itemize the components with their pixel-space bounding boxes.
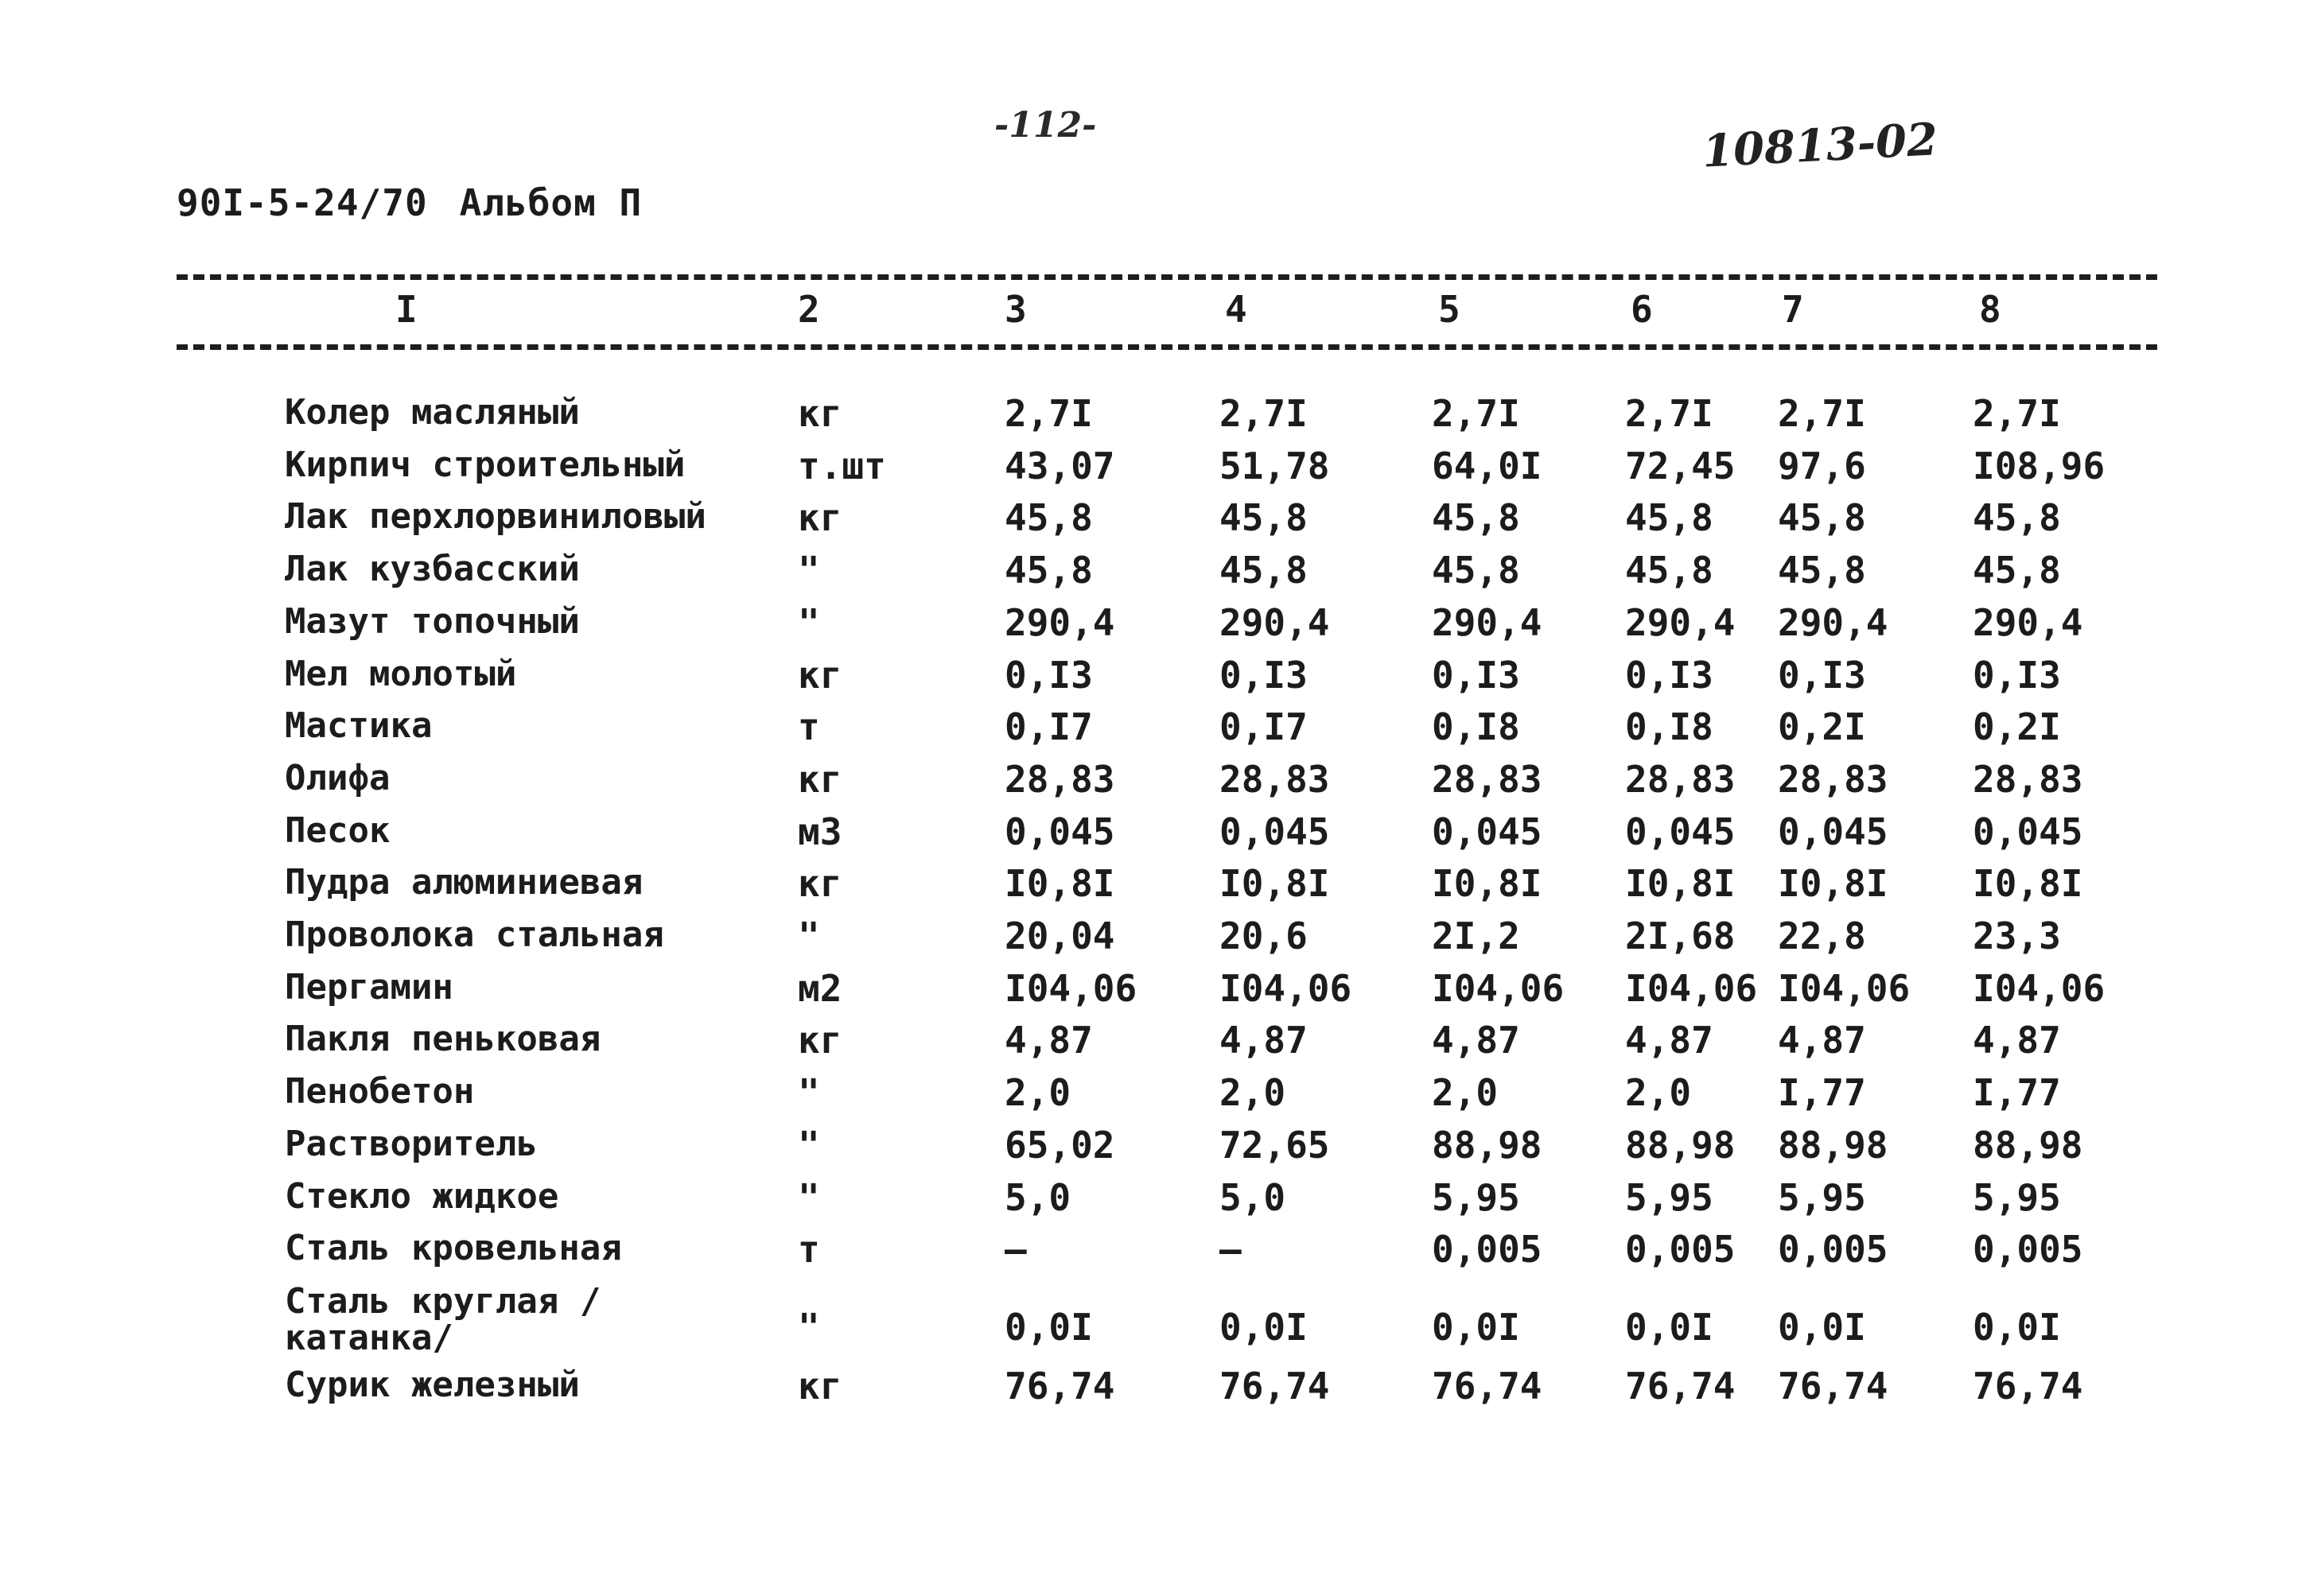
column-header-6: 6 bbox=[1631, 288, 1653, 331]
unit-cell: кг bbox=[798, 1364, 842, 1408]
value-cell-col-6: 76,74 bbox=[1625, 1364, 1736, 1408]
value-cell-col-8: 0,045 bbox=[1973, 810, 2083, 853]
value-cell-col-3: 43,07 bbox=[1005, 444, 1115, 487]
value-cell-col-7: 45,8 bbox=[1778, 549, 1866, 592]
value-cell-col-5: 0,0I bbox=[1432, 1305, 1520, 1349]
value-cell-col-8: 88,98 bbox=[1973, 1123, 2083, 1167]
value-cell-col-7: 22,8 bbox=[1778, 914, 1866, 957]
column-header-7: 7 bbox=[1782, 288, 1804, 331]
value-cell-col-8: 45,8 bbox=[1973, 549, 2061, 592]
value-cell-col-8: I04,06 bbox=[1973, 966, 2106, 1010]
value-cell-col-6: 72,45 bbox=[1625, 444, 1736, 487]
value-cell-col-8: I,77 bbox=[1973, 1071, 2061, 1115]
value-cell-col-6: 0,I8 bbox=[1625, 705, 1713, 749]
value-cell-col-5: 76,74 bbox=[1432, 1364, 1542, 1408]
unit-cell: кг bbox=[798, 496, 842, 540]
value-cell-col-4: 45,8 bbox=[1219, 496, 1308, 540]
value-cell-col-8: 28,83 bbox=[1973, 757, 2083, 801]
value-cell-col-7: 5,95 bbox=[1778, 1175, 1866, 1219]
material-name: Пакля пеньковая bbox=[285, 1019, 601, 1060]
column-header-4: 4 bbox=[1225, 288, 1247, 331]
unit-cell: т.шт bbox=[798, 444, 886, 487]
value-cell-col-5: 28,83 bbox=[1432, 757, 1542, 801]
value-cell-col-7: 0,005 bbox=[1778, 1228, 1888, 1272]
value-cell-col-6: 0,005 bbox=[1625, 1228, 1736, 1272]
material-name: Олифа bbox=[285, 757, 391, 798]
material-name: Сурик железный bbox=[285, 1364, 580, 1405]
value-cell-col-6: I04,06 bbox=[1625, 966, 1758, 1010]
material-name: Проволока стальная bbox=[285, 914, 664, 955]
column-header-1: I bbox=[395, 288, 418, 331]
unit-cell: т bbox=[798, 705, 820, 749]
value-cell-col-7: 0,0I bbox=[1778, 1305, 1866, 1349]
value-cell-col-4: 28,83 bbox=[1219, 757, 1330, 801]
value-cell-col-5: I0,8I bbox=[1432, 862, 1542, 906]
table-top-rule bbox=[177, 274, 2157, 280]
value-cell-col-6: 45,8 bbox=[1625, 549, 1713, 592]
value-cell-col-7: 290,4 bbox=[1778, 600, 1888, 644]
value-cell-col-4: I0,8I bbox=[1219, 862, 1330, 906]
value-cell-col-7: 2,7I bbox=[1778, 392, 1866, 435]
column-header-2: 2 bbox=[798, 288, 820, 331]
value-cell-col-8: 5,95 bbox=[1973, 1175, 2061, 1219]
material-name: Сталь кровельная bbox=[285, 1228, 622, 1269]
value-cell-col-4: 72,65 bbox=[1219, 1123, 1330, 1167]
column-header-3: 3 bbox=[1005, 288, 1027, 331]
value-cell-col-3: 65,02 bbox=[1005, 1123, 1115, 1167]
value-cell-col-3: 0,I3 bbox=[1005, 653, 1093, 697]
material-name: Пенобетон bbox=[285, 1071, 475, 1113]
value-cell-col-3: 45,8 bbox=[1005, 549, 1093, 592]
value-cell-col-5: 88,98 bbox=[1432, 1123, 1542, 1167]
value-cell-col-5: I04,06 bbox=[1432, 966, 1565, 1010]
value-cell-col-4: 4,87 bbox=[1219, 1019, 1308, 1062]
value-cell-col-8: 45,8 bbox=[1973, 496, 2061, 540]
value-cell-col-7: 4,87 bbox=[1778, 1019, 1866, 1062]
table-header-rule bbox=[177, 344, 2157, 350]
value-cell-col-8: 0,2I bbox=[1973, 705, 2061, 749]
value-cell-col-5: 290,4 bbox=[1432, 600, 1542, 644]
value-cell-col-8: 23,3 bbox=[1973, 914, 2061, 957]
value-cell-col-3: 2,0 bbox=[1005, 1071, 1071, 1115]
value-cell-col-8: I08,96 bbox=[1973, 444, 2106, 487]
value-cell-col-3: 76,74 bbox=[1005, 1364, 1115, 1408]
value-cell-col-7: 0,045 bbox=[1778, 810, 1888, 853]
material-name: Мастика bbox=[285, 705, 433, 747]
series-number: 90I-5-24/70 bbox=[177, 181, 428, 224]
value-cell-col-4: 0,I3 bbox=[1219, 653, 1308, 697]
value-cell-col-8: 290,4 bbox=[1973, 600, 2083, 644]
value-cell-col-8: I0,8I bbox=[1973, 862, 2083, 906]
value-cell-col-4: 51,78 bbox=[1219, 444, 1330, 487]
value-cell-col-8: 76,74 bbox=[1973, 1364, 2083, 1408]
value-cell-col-4: 20,6 bbox=[1219, 914, 1308, 957]
unit-cell: " bbox=[798, 1071, 820, 1115]
value-cell-col-5: 64,0I bbox=[1432, 444, 1542, 487]
value-cell-col-3: I0,8I bbox=[1005, 862, 1115, 906]
column-header-8: 8 bbox=[1979, 288, 2001, 331]
value-cell-col-4: 76,74 bbox=[1219, 1364, 1330, 1408]
value-cell-col-3: I04,06 bbox=[1005, 966, 1137, 1010]
value-cell-col-4: – bbox=[1219, 1228, 1242, 1272]
value-cell-col-7: 45,8 bbox=[1778, 496, 1866, 540]
value-cell-col-4: 0,045 bbox=[1219, 810, 1330, 853]
value-cell-col-6: 88,98 bbox=[1625, 1123, 1736, 1167]
unit-cell: " bbox=[798, 549, 820, 592]
value-cell-col-4: 0,I7 bbox=[1219, 705, 1308, 749]
value-cell-col-4: I04,06 bbox=[1219, 966, 1352, 1010]
value-cell-col-7: I04,06 bbox=[1778, 966, 1911, 1010]
unit-cell: м2 bbox=[798, 966, 842, 1010]
value-cell-col-4: 2,0 bbox=[1219, 1071, 1286, 1115]
value-cell-col-6: 45,8 bbox=[1625, 496, 1713, 540]
value-cell-col-7: I,77 bbox=[1778, 1071, 1866, 1115]
column-header-5: 5 bbox=[1438, 288, 1460, 331]
value-cell-col-5: 0,005 bbox=[1432, 1228, 1542, 1272]
value-cell-col-5: 0,I8 bbox=[1432, 705, 1520, 749]
value-cell-col-6: 0,I3 bbox=[1625, 653, 1713, 697]
value-cell-col-5: 45,8 bbox=[1432, 496, 1520, 540]
unit-cell: " bbox=[798, 1123, 820, 1167]
value-cell-col-8: 0,005 bbox=[1973, 1228, 2083, 1272]
unit-cell: т bbox=[798, 1228, 820, 1272]
value-cell-col-7: I0,8I bbox=[1778, 862, 1888, 906]
value-cell-col-6: 2,7I bbox=[1625, 392, 1713, 435]
value-cell-col-5: 4,87 bbox=[1432, 1019, 1520, 1062]
unit-cell: кг bbox=[798, 392, 842, 435]
material-name: Лак перхлорвиниловый bbox=[285, 496, 706, 538]
value-cell-col-4: 0,0I bbox=[1219, 1305, 1308, 1349]
value-cell-col-7: 0,2I bbox=[1778, 705, 1866, 749]
material-name: Пудра алюминиевая bbox=[285, 862, 644, 903]
material-name: Мел молотый bbox=[285, 653, 517, 694]
material-name: Растворитель bbox=[285, 1123, 538, 1164]
value-cell-col-8: 4,87 bbox=[1973, 1019, 2061, 1062]
value-cell-col-6: I0,8I bbox=[1625, 862, 1736, 906]
value-cell-col-3: 0,045 bbox=[1005, 810, 1115, 853]
document-header bbox=[177, 181, 642, 224]
value-cell-col-7: 76,74 bbox=[1778, 1364, 1888, 1408]
value-cell-col-5: 2,0 bbox=[1432, 1071, 1499, 1115]
value-cell-col-6: 2,0 bbox=[1625, 1071, 1692, 1115]
value-cell-col-6: 4,87 bbox=[1625, 1019, 1713, 1062]
unit-cell: " bbox=[798, 1305, 820, 1349]
material-name: Колер масляный bbox=[285, 392, 580, 433]
value-cell-col-8: 0,I3 bbox=[1973, 653, 2061, 697]
value-cell-col-3: 290,4 bbox=[1005, 600, 1115, 644]
value-cell-col-7: 28,83 bbox=[1778, 757, 1888, 801]
value-cell-col-4: 45,8 bbox=[1219, 549, 1308, 592]
value-cell-col-3: 4,87 bbox=[1005, 1019, 1093, 1062]
value-cell-col-5: 45,8 bbox=[1432, 549, 1520, 592]
value-cell-col-7: 88,98 bbox=[1778, 1123, 1888, 1167]
value-cell-col-6: 0,0I bbox=[1625, 1305, 1713, 1349]
value-cell-col-3: 5,0 bbox=[1005, 1175, 1071, 1219]
material-name: Мазут топочный bbox=[285, 600, 580, 642]
value-cell-col-3: 20,04 bbox=[1005, 914, 1115, 957]
value-cell-col-5: 5,95 bbox=[1432, 1175, 1520, 1219]
value-cell-col-3: 0,I7 bbox=[1005, 705, 1093, 749]
album-label: Альбом П bbox=[459, 181, 643, 224]
value-cell-col-8: 2,7I bbox=[1973, 392, 2061, 435]
value-cell-col-4: 5,0 bbox=[1219, 1175, 1286, 1219]
material-name: Пергамин bbox=[285, 966, 453, 1008]
value-cell-col-5: 0,I3 bbox=[1432, 653, 1520, 697]
unit-cell: м3 bbox=[798, 810, 842, 853]
page-number: -112- bbox=[994, 105, 1097, 146]
value-cell-col-8: 0,0I bbox=[1973, 1305, 2061, 1349]
value-cell-col-5: 2I,2 bbox=[1432, 914, 1520, 957]
value-cell-col-3: 0,0I bbox=[1005, 1305, 1093, 1349]
value-cell-col-7: 97,6 bbox=[1778, 444, 1866, 487]
value-cell-col-4: 290,4 bbox=[1219, 600, 1330, 644]
value-cell-col-3: – bbox=[1005, 1228, 1027, 1272]
unit-cell: кг bbox=[798, 653, 842, 697]
value-cell-col-4: 2,7I bbox=[1219, 392, 1308, 435]
material-name: Сталь круглая /катанка/ bbox=[285, 1280, 601, 1359]
unit-cell: " bbox=[798, 600, 820, 644]
value-cell-col-6: 0,045 bbox=[1625, 810, 1736, 853]
value-cell-col-5: 2,7I bbox=[1432, 392, 1520, 435]
unit-cell: " bbox=[798, 1175, 820, 1219]
unit-cell: кг bbox=[798, 862, 842, 906]
document-code: 10813-02 bbox=[1701, 113, 1939, 178]
unit-cell: кг bbox=[798, 1019, 842, 1062]
material-name: Песок bbox=[285, 810, 391, 851]
unit-cell: кг bbox=[798, 757, 842, 801]
unit-cell: " bbox=[798, 914, 820, 957]
value-cell-col-6: 5,95 bbox=[1625, 1175, 1713, 1219]
material-name: Кирпич строительный bbox=[285, 444, 686, 485]
value-cell-col-3: 28,83 bbox=[1005, 757, 1115, 801]
material-name: Стекло жидкое bbox=[285, 1175, 559, 1217]
value-cell-col-6: 290,4 bbox=[1625, 600, 1736, 644]
value-cell-col-3: 2,7I bbox=[1005, 392, 1093, 435]
material-name: Лак кузбасский bbox=[285, 549, 580, 590]
value-cell-col-6: 2I,68 bbox=[1625, 914, 1736, 957]
value-cell-col-7: 0,I3 bbox=[1778, 653, 1866, 697]
value-cell-col-5: 0,045 bbox=[1432, 810, 1542, 853]
value-cell-col-3: 45,8 bbox=[1005, 496, 1093, 540]
value-cell-col-6: 28,83 bbox=[1625, 757, 1736, 801]
